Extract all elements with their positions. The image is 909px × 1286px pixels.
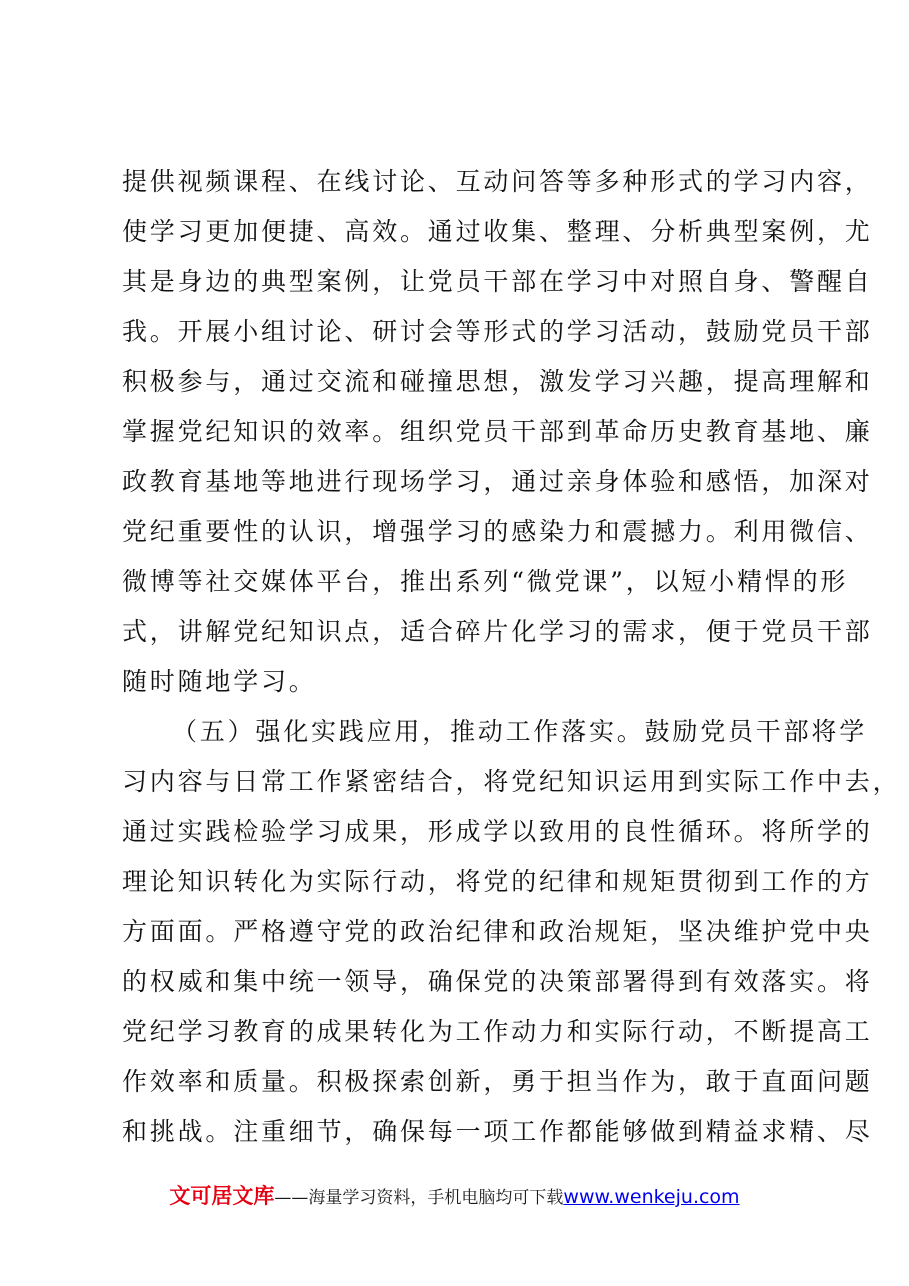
body-line: 掌握党纪知识的效率。组织党员干部到革命历史教育基地、廉 — [122, 417, 873, 446]
body-line: 作效率和质量。积极探索创新，勇于担当作为，敢于直面问题 — [122, 1067, 873, 1096]
body-line: 式，讲解党纪知识点，适合碎片化学习的需求，便于党员干部 — [122, 617, 873, 646]
body-line: 党纪学习教育的成果转化为工作动力和实际行动，不断提高工 — [122, 1017, 873, 1046]
body-line: 方面面。严格遵守党的政治纪律和政治规矩，坚决维护党中央 — [122, 917, 873, 946]
body-line: 政教育基地等地进行现场学习，通过亲身体验和感悟，加深对 — [122, 467, 873, 496]
body-line: 提供视频课程、在线讨论、互动问答等多种形式的学习内容， — [122, 167, 873, 196]
body-line: 其是身边的典型案例，让党员干部在学习中对照自身、警醒自 — [122, 267, 873, 296]
footer-banner — [0, 1180, 909, 1216]
footer-brand: 文可居文库 — [169, 1184, 275, 1208]
body-line: 和挑战。注重细节，确保每一项工作都能够做到精益求精、尽 — [122, 1117, 873, 1146]
body-line: 微博等社交媒体平台，推出系列“微党课”，以短小精悍的形 — [122, 567, 849, 596]
body-line: 党纪重要性的认识，增强学习的感染力和震撼力。利用微信、 — [122, 517, 873, 546]
body-line: 的权威和集中统一领导，确保党的决策部署得到有效落实。将 — [122, 967, 873, 996]
footer-dash: —— — [274, 1188, 309, 1208]
body-line: 理论知识转化为实际行动，将党的纪律和规矩贯彻到工作的方 — [122, 867, 873, 896]
footer-url-link[interactable]: www.wenkeju.com — [563, 1186, 740, 1208]
body-line: 积极参与，通过交流和碰撞思想，激发学习兴趣，提高理解和 — [122, 367, 873, 396]
body-line: 随时随地学习。 — [122, 667, 317, 696]
body-line: 使学习更加便捷、高效。通过收集、整理、分析典型案例，尤 — [122, 217, 873, 246]
body-line: 我。开展小组讨论、研讨会等形式的学习活动，鼓励党员干部 — [122, 317, 873, 346]
body-line: 习内容与日常工作紧密结合，将党纪知识运用到实际工作中去， — [122, 767, 901, 796]
section-heading-line: （五）强化实践应用，推动工作落实。鼓励党员干部将学 — [172, 717, 868, 746]
body-line: 通过实践检验学习成果，形成学以致用的良性循环。将所学的 — [122, 817, 873, 846]
footer-tagline: 海量学习资料，手机电脑均可下载 — [308, 1188, 564, 1208]
